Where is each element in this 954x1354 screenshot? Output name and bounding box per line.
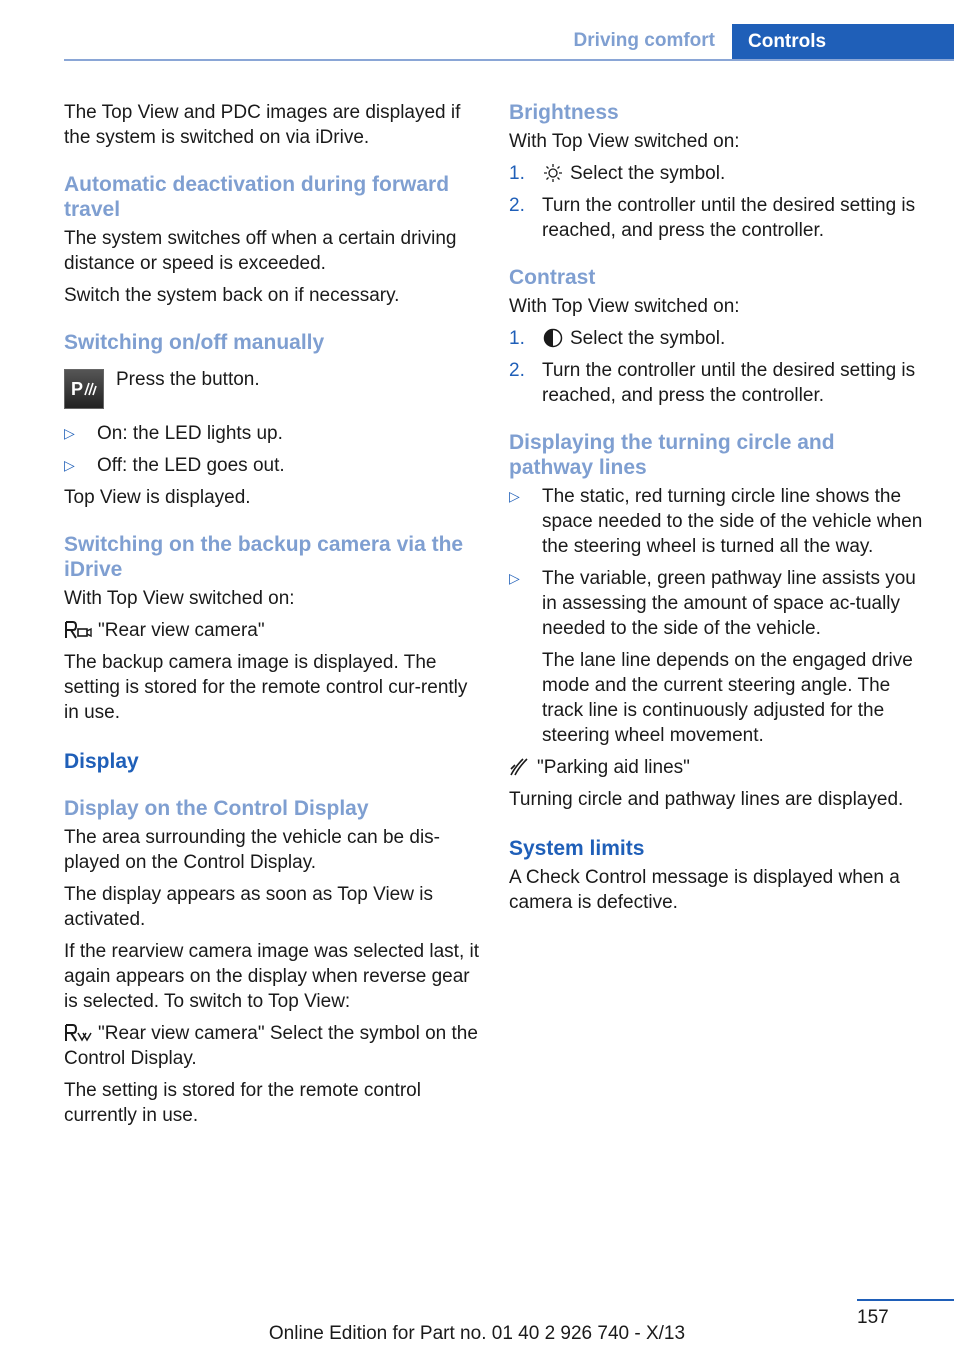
step-number: 2.: [509, 360, 525, 381]
list-item: [64, 421, 480, 446]
led-on-text: On: the LED lights up.: [97, 423, 283, 444]
brightness-sun-icon: [542, 163, 564, 183]
list-item: [509, 193, 924, 243]
brightness-steps: [509, 161, 924, 243]
right-column: [509, 100, 924, 922]
auto-deactivation-heading: Automatic deactivation during forward travel: [64, 173, 450, 221]
display-heading: Display: [64, 750, 139, 773]
control-display-text-4-label: "Rear view camera" Select the symbol on the Control Display.: [64, 1023, 478, 1069]
brightness-heading: Brightness: [509, 101, 619, 124]
manual-switch-heading: Switching on/off manually: [64, 331, 325, 354]
contrast-heading: Contrast: [509, 266, 596, 289]
pdc-button-row: [64, 367, 480, 409]
parking-aid-line: [509, 755, 924, 780]
list-item: [509, 161, 924, 186]
footer-rule: [857, 1299, 954, 1301]
auto-deactivation-text: The system switches off when a certain driving distance or speed is exceeded.: [64, 228, 457, 274]
system-limits-text: A Check Control message is displayed when a camera is defective.: [509, 867, 900, 913]
control-display-heading: Display on the Control Display: [64, 797, 369, 820]
brightness-step-2: Turn the controller until the desired setting is reached, and press the controller.: [542, 195, 916, 241]
bullet-icon: ▷: [509, 570, 520, 586]
auto-deactivation-note: Switch the system back on if necessary.: [64, 285, 400, 306]
brightness-step-1: Select the symbol.: [570, 163, 726, 184]
list-item: [509, 566, 924, 641]
contrast-steps: [509, 326, 924, 408]
header-tab-label: Controls: [748, 31, 827, 52]
rear-view-camera-icon: [64, 620, 92, 640]
list-item: [64, 453, 480, 478]
backup-camera-menu-text: "Rear view camera": [98, 620, 265, 641]
contrast-icon: [542, 328, 564, 348]
backup-camera-intro: With Top View switched on:: [64, 588, 295, 609]
rear-view-camera-icon: [64, 1023, 92, 1043]
header-tab: [732, 24, 954, 61]
page-number: 157: [857, 1307, 889, 1328]
contrast-intro: With Top View switched on:: [509, 296, 740, 317]
header-section-title: Driving comfort: [573, 30, 715, 51]
led-off-text: Off: the LED goes out.: [97, 455, 285, 476]
control-display-text-5: The setting is stored for the remote control currently in use.: [64, 1080, 421, 1126]
brightness-intro: With Top View switched on:: [509, 131, 740, 152]
contrast-step-2: Turn the controller until the desired setting is reached, and press the controller.: [542, 360, 916, 406]
control-display-text-4: [64, 1021, 480, 1071]
turning-circle-heading: Displaying the turning circle and pathway lines: [509, 431, 835, 479]
control-display-text-2: The display appears as soon as Top View is activated.: [64, 884, 433, 930]
top-view-displayed-text: Top View is displayed.: [64, 487, 251, 508]
backup-camera-text: The backup camera image is displayed. The setting is stored for the remote control cur‐rently in use.: [64, 652, 468, 723]
turning-circle-bullet-2: The variable, green pathway line assists you in assessing the amount of space ac‐tually needed to the side of the vehicle.: [542, 568, 916, 639]
left-column: [64, 100, 480, 1135]
backup-camera-heading: Switching on the backup camera via the iDrive: [64, 533, 464, 581]
contrast-step-1: Select the symbol.: [570, 328, 726, 349]
parking-aid-lines-icon: [509, 757, 531, 777]
pdc-waves-icon: [83, 381, 97, 397]
control-display-text-3: If the rearview camera image was selected last, it again appears on the display when reverse gear is selected. To switch to Top View:: [64, 941, 480, 1012]
turning-circle-bullet-2-continued: The lane line depends on the engaged drive mode and the current steering angle. The track line is continuously adjusted for the steering wheel movement.: [542, 650, 913, 746]
parking-aid-text: "Parking aid lines": [537, 757, 690, 778]
system-limits-heading: System limits: [509, 837, 645, 860]
backup-camera-menu-line: [64, 618, 480, 643]
press-button-text: Press the button.: [116, 369, 260, 390]
list-item: [509, 326, 924, 351]
list-item: [509, 484, 924, 559]
bullet-icon: ▷: [64, 457, 75, 473]
pdc-button-icon: [64, 369, 104, 409]
bullet-icon: ▷: [509, 488, 520, 504]
turning-circle-result: Turning circle and pathway lines are displayed.: [509, 789, 904, 810]
pdc-button-label: P: [70, 378, 83, 399]
list-item: [509, 358, 924, 408]
step-number: 2.: [509, 195, 525, 216]
bullet-icon: ▷: [64, 425, 75, 441]
step-number: 1.: [509, 328, 525, 349]
intro-paragraph: The Top View and PDC images are displayed if the system is switched on via iDrive.: [64, 102, 461, 148]
control-display-text-1: The area surrounding the vehicle can be dis‐played on the Control Display.: [64, 827, 441, 873]
step-number: 1.: [509, 163, 525, 184]
footer-edition: Online Edition for Part no. 01 40 2 926 740 - X/13: [268, 1323, 686, 1344]
turning-circle-bullet-1: The static, red turning circle line shows the space needed to the side of the vehicle when the steering wheel is turned all the way.: [542, 486, 923, 557]
header-rule: [64, 59, 954, 61]
